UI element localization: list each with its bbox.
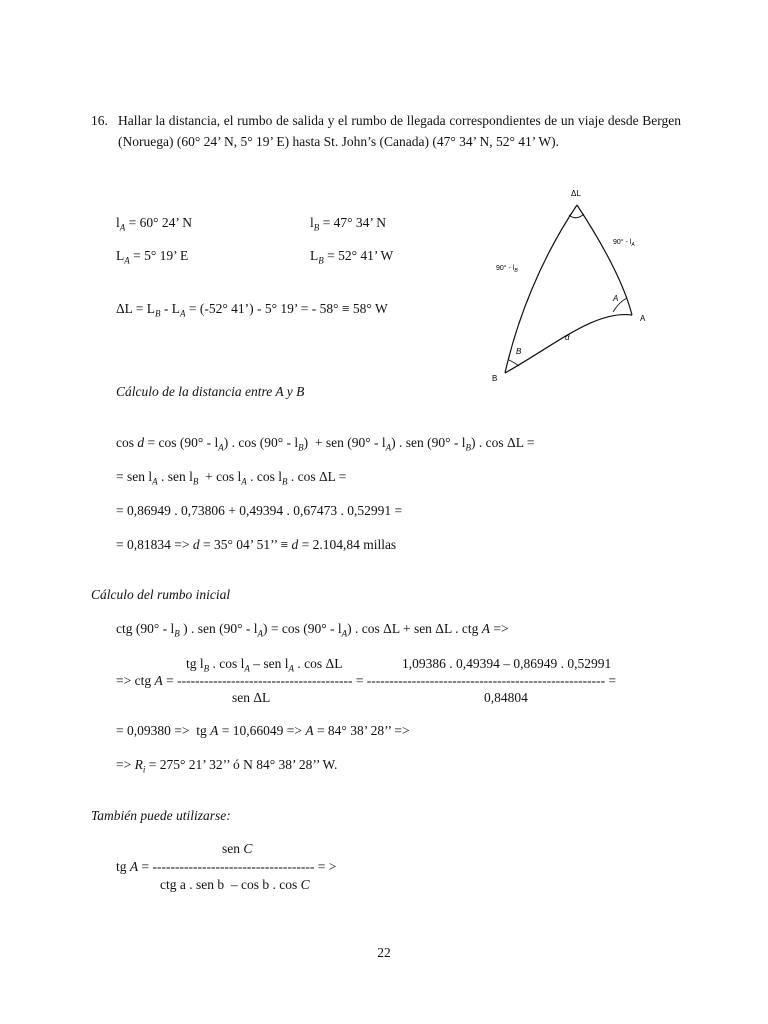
fraction-numerator-right: 1,09386 . 0,49394 – 0,86949 . 0,52991 <box>402 656 612 671</box>
svg-text:90° - lB: $90^\circ - l_B$ <box>496 265 518 274</box>
formula-distance-result: = 0,81834 => d = 35° 04’ 51’’ ≡ d = 2.104,84 millas <box>116 537 397 552</box>
formula-Ri-result: => $R_i = 275^\circ$ 21’ 32’’ ó N 84° 38’ 28’’ W. <box>116 757 338 775</box>
diagram-label-B: B <box>492 374 498 383</box>
diagram-label-A: A <box>640 314 646 323</box>
section-title-alternative: También puede utilizarse: <box>91 808 231 823</box>
alt-denominator: ctg a . sen b – cos b . cos C <box>160 877 310 892</box>
diagram-label-d: d <box>565 333 570 342</box>
diagram-label-angle-B: B <box>516 347 522 356</box>
section-title-distance: Cálculo de la distancia entre A y B <box>116 384 305 399</box>
formula-numeric: = 0,86949 . 0,73806 + 0,49394 . 0,67473 . 0,52991 = <box>116 503 403 518</box>
fraction-denominator-right: 0,84804 <box>484 690 528 705</box>
problem-number: 16. <box>91 113 108 128</box>
problem-text: Hallar la distancia, el rumbo de salida y el rumbo de llegada correspondientes de un viaje desde Bergen (Noruega) (60° 24’ N, 5° 19’ E) hasta St. John’s (Canada) (47° 34’ N, 52° 41’ W). <box>118 113 681 149</box>
diagram-label-side-A <box>613 238 635 248</box>
svg-text:90° - lA: $90^\circ - l_A$ <box>613 239 635 248</box>
section-title-initial-course: Cálculo del rumbo inicial <box>91 587 231 602</box>
fraction-numerator-left: tg $l_B$ . $\cos l_A$ – sen $l_A$ . cos ΔL <box>186 656 343 674</box>
fraction-line: => ctg A = --------------------------------------- = ----------------------------------------------------- = <box>116 673 617 688</box>
formula-cos-d: $\cos d = \cos (90^\circ - l_A)$ . $\cos (90^\circ - l_B)$ + sen $(90^\circ - l_A)$ . sen $(90^\circ - l_B)$ . cos ΔL = <box>116 435 535 453</box>
alt-fraction-line: tg A = ------------------------------------ = > <box>116 859 337 874</box>
page-number: 22 <box>377 945 391 960</box>
alt-numerator: sen C <box>222 841 253 856</box>
diagram-label-side-B <box>496 264 518 274</box>
formula-sen-cos: = sen $l_A$ . sen $l_B + \cos l_A$ . $\cos l_B$ . cos ΔL = <box>116 469 347 487</box>
diagram-label-dL: ΔL <box>571 189 581 198</box>
data-lB: $l_B = 47^\circ$ 34’ N <box>310 215 387 233</box>
formula-A-result: = 0,09380 => tg A = 10,66049 => A = 84° 38’ 28’’ => <box>116 723 410 738</box>
delta-L-equation: $\Delta L = L_B - L_A = (-52^\circ$ 41’) - 5° 19’ = - 58° ≡ 58° W <box>116 301 388 319</box>
data-LA: $L_A = 5^\circ$ 19’ E <box>116 248 189 266</box>
problem-statement <box>91 110 681 152</box>
diagram-label-angle-A: A <box>613 294 619 303</box>
fraction-denominator-left: sen ΔL <box>232 690 271 705</box>
data-LB: $L_B = 52^\circ$ 41’ W <box>310 248 394 266</box>
formula-ctg: ctg ($90^\circ - l_B$ ) . sen $(90^\circ - l_A) = \cos (90^\circ - l_A)$ . cos ΔL + sen ΔL . ctg A => <box>116 621 509 639</box>
data-lA: $l_A = 60^\circ$ 24’ N <box>116 215 193 233</box>
spherical-triangle-diagram <box>485 180 665 385</box>
